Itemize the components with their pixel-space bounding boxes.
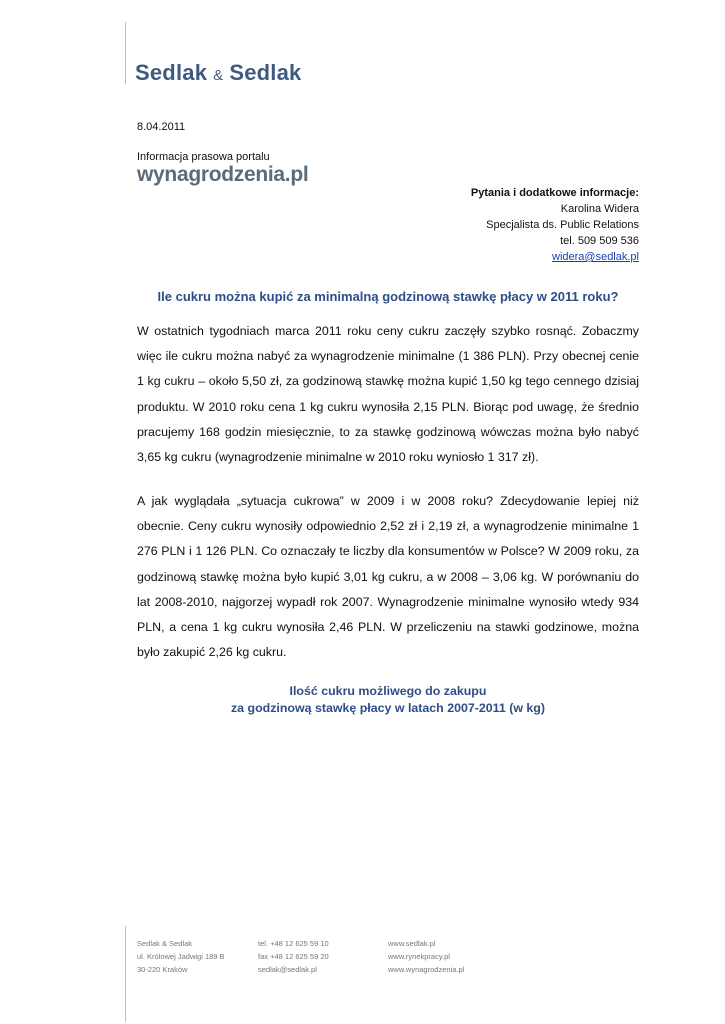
press-release-label: Informacja prasowa portalu (137, 151, 270, 163)
footer-fax: fax +48 12 625 59 20 (258, 952, 329, 961)
contact-heading: Pytania i dodatkowe informacje: (470, 187, 639, 199)
contact-block (471, 185, 639, 265)
contact-phone: tel. 509 509 536 (560, 235, 639, 247)
footer-company: Sedlak & Sedlak (137, 939, 193, 948)
sedlak-logo (135, 60, 302, 86)
contact-email-link[interactable]: widera@sedlak.pl (552, 251, 639, 263)
header-accent-line (125, 22, 126, 84)
footer-site-rynekpracy[interactable]: www.rynekpracy.pl (388, 952, 450, 961)
document-date: 8.04.2011 (137, 121, 186, 133)
logo-word-left: Sedlak (135, 60, 208, 85)
footer-site-sedlak[interactable]: www.sedlak.pl (388, 939, 436, 948)
footer-address (137, 937, 225, 976)
logo-ampersand: & (213, 67, 224, 84)
article-title: Ile cukru można kupić za minimalną godzinową stawkę płacy w 2011 roku? (157, 289, 619, 304)
footer-city: 30-220 Kraków (137, 965, 188, 974)
chart-title-line-2: za godzinową stawkę płacy w latach 2007-2011 (w kg) (230, 701, 546, 715)
footer-contacts (258, 937, 329, 976)
footer-phone: tel. +48 12 625 59 10 (258, 939, 329, 948)
portal-logo: wynagrodzenia.pl (137, 163, 309, 186)
contact-name: Karolina Widera (560, 203, 639, 215)
footer-accent-line (125, 926, 126, 1022)
logo-word-right: Sedlak (229, 60, 302, 85)
article-paragraph-2: A jak wyglądała „sytuacja cukrowa” w 2009 i w 2008 roku? Zdecydowanie lepiej niż obecnie. Ceny cukru wynosiły odpowiednio 2,52 zł i 2,19 zł, a wynagrodzenie minimalne 1 276 PLN i 1 126 PLN. Co oznaczały te liczby dla konsumentów w Polsce? W 2009 roku, za godzinową stawkę można było kupić 3,01 kg cukru, a w 2008 – 3,06 kg. W porównaniu do lat 2008-2010, najgorzej wypadł rok 2007. Wynagrodzenie minimalne wynosiło wtedy 934 PLN, a cena 1 kg cukru wynosiła 2,46 PLN. W przeliczeniu na stawki godzinowe, można było zakupić 2,26 kg cukru. (137, 494, 639, 660)
contact-role: Specjalista ds. Public Relations (486, 219, 639, 231)
footer-street: ul. Królowej Jadwigi 189 B (137, 952, 225, 961)
article-paragraph-1: W ostatnich tygodniach marca 2011 roku ceny cukru zaczęły szybko rosnąć. Zobaczmy więc ile cukru można nabyć za wynagrodzenie minimalne (1 386 PLN). Przy obecnej cenie 1 kg cukru – około 5,50 zł, za godzinową stawkę można kupić 1,50 kg tego cennego dzisiaj produktu. W 2010 roku cena 1 kg cukru wynosiła 2,15 PLN. Biorąc pod uwagę, że średnio pracujemy 168 godzin miesięcznie, to za stawkę godzinową wówczas można było nabyć 3,65 kg cukru (wynagrodzenie minimalne w 2010 roku wyniosło 1 317 zł). (137, 324, 639, 465)
chart-title-line-1: Ilość cukru możliwego do zakupu (289, 684, 487, 698)
footer-email[interactable]: sedlak@sedlak.pl (258, 965, 317, 974)
footer-site-wynagrodzenia[interactable]: www.wynagrodzenia.pl (388, 965, 465, 974)
footer-websites (388, 937, 464, 976)
chart-title (137, 683, 639, 717)
